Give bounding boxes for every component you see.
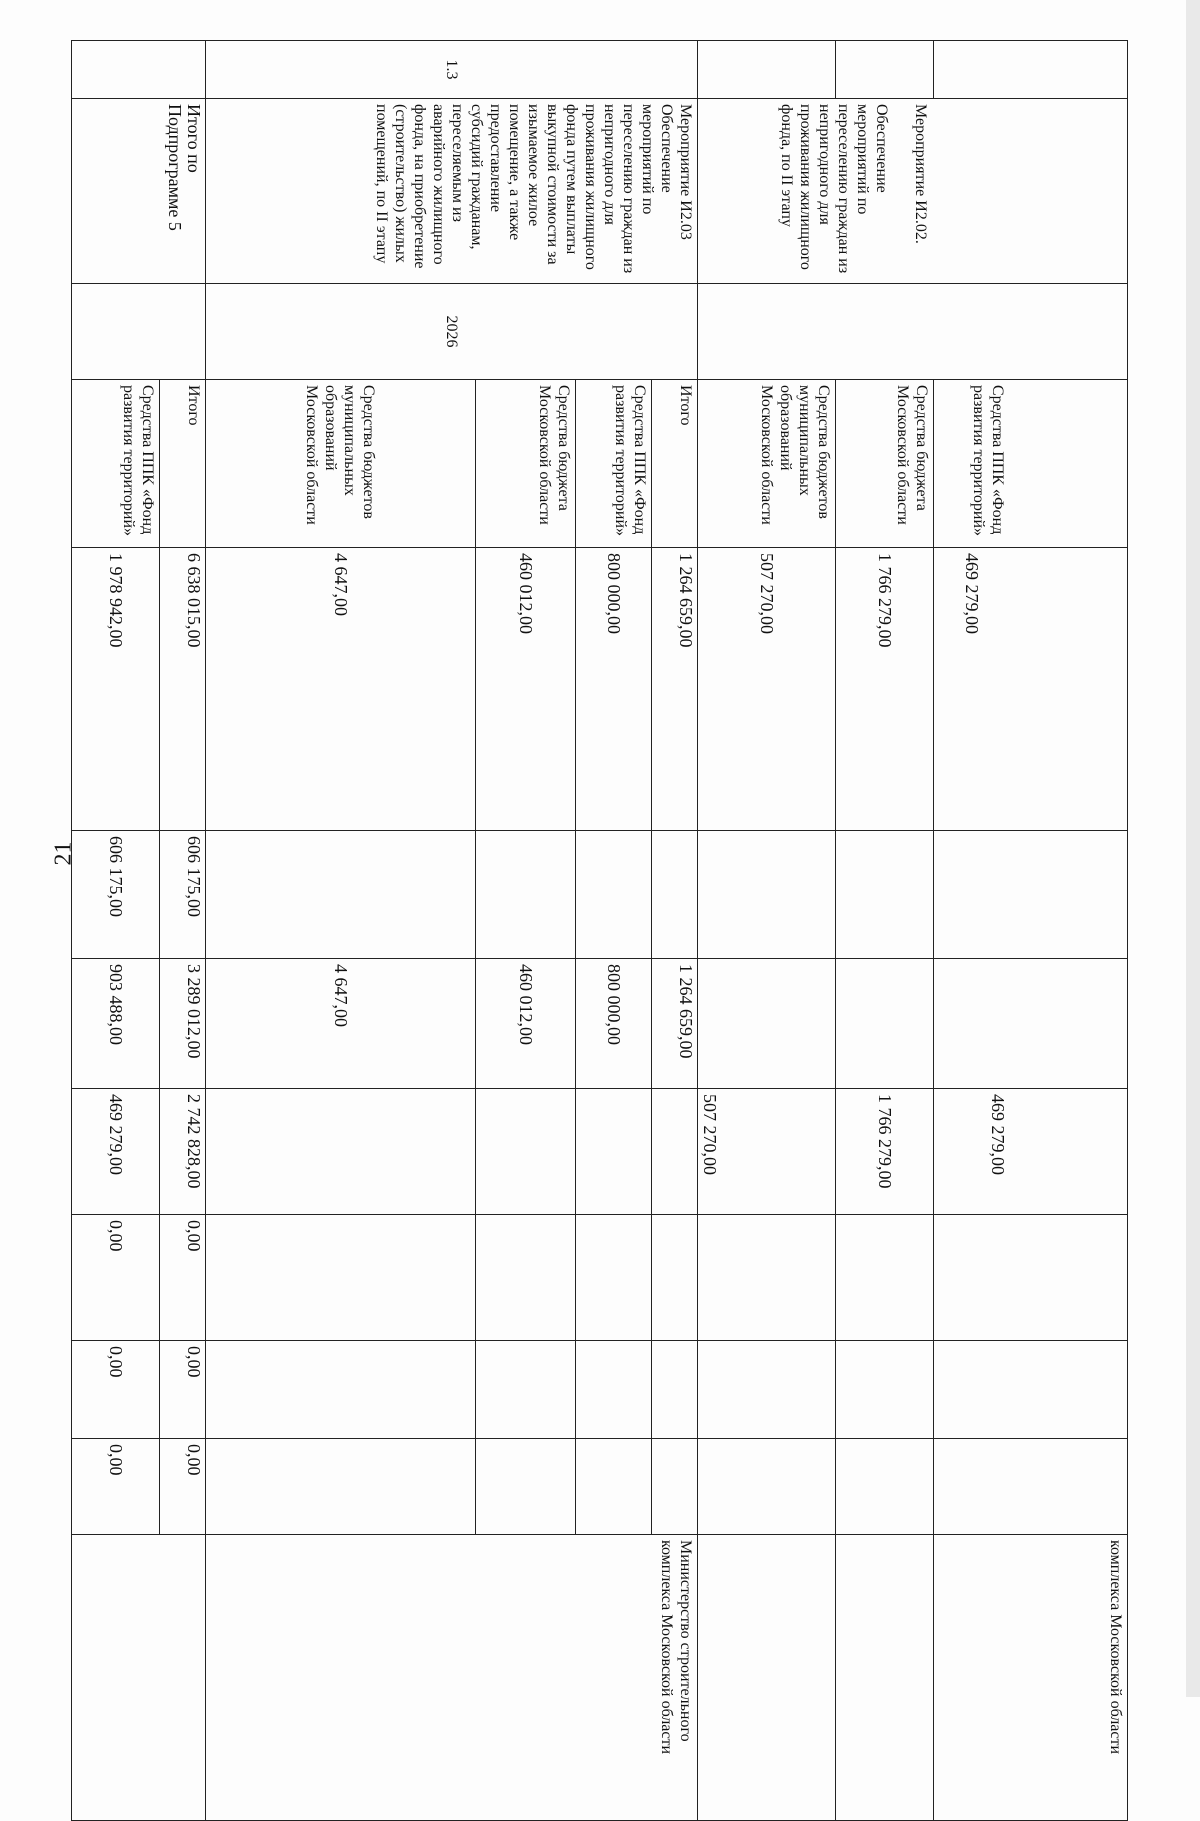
cell-empty xyxy=(836,41,934,99)
value-col6: 0,00 xyxy=(160,1341,206,1439)
value-col2: 606 175,00 xyxy=(160,831,206,959)
cell-empty xyxy=(836,1535,934,1821)
value-year: 1 766 279,00 xyxy=(836,1089,934,1215)
cell-empty xyxy=(72,284,206,380)
cell-empty xyxy=(206,1439,476,1535)
cell-empty xyxy=(652,1215,698,1341)
cell-empty xyxy=(1010,959,1128,1089)
cell-empty xyxy=(1010,1089,1128,1215)
cell-empty xyxy=(836,1341,934,1439)
cell-empty xyxy=(698,959,836,1089)
itogo-label: Итого xyxy=(652,380,698,548)
cell-empty xyxy=(934,831,1010,959)
financing-table xyxy=(71,40,1128,1821)
cell-empty xyxy=(1010,284,1128,380)
page-edge-shadow xyxy=(1186,0,1200,1697)
value-year: 469 279,00 xyxy=(934,1089,1010,1215)
itogo-label: Итого xyxy=(160,380,206,548)
page-number: 21 xyxy=(50,841,77,866)
cell-empty xyxy=(206,1341,476,1439)
value-total: 4 647,00 xyxy=(206,548,476,831)
table-row xyxy=(1010,41,1128,1821)
source-label: Средства бюджета Московской области xyxy=(836,380,934,548)
value-col5: 0,00 xyxy=(72,1215,160,1341)
value-year: 800 000,00 xyxy=(576,959,652,1089)
cell-empty xyxy=(476,1439,576,1535)
cell-empty xyxy=(934,1341,1010,1439)
value-total: 507 270,00 xyxy=(698,548,836,831)
item-number: 1.3 xyxy=(206,41,698,99)
value-year: 4 647,00 xyxy=(206,959,476,1089)
cell-empty xyxy=(1010,831,1128,959)
cell-empty xyxy=(698,284,1010,380)
subprogram-total-title: Итого по Подпрограмме 5 xyxy=(72,99,206,284)
cell-empty xyxy=(1010,1215,1128,1341)
value-col2: 606 175,00 xyxy=(72,831,160,959)
value-col7: 0,00 xyxy=(72,1439,160,1535)
cell-empty xyxy=(476,1215,576,1341)
cell-empty xyxy=(476,1341,576,1439)
cell-empty xyxy=(698,41,836,99)
value-col3: 3 289 012,00 xyxy=(160,959,206,1089)
cell-empty xyxy=(698,1535,836,1821)
source-label: Средства бюджетов муниципальных образований Московской области xyxy=(698,380,836,548)
table-row xyxy=(160,41,206,1821)
measure-i203-description: Мероприятие И2.03 Обеспечение мероприятий по переселению граждан из непригодного для проживания жилищного фонда путем выплаты выкупной стоимости за изымаемое жилое помещение, а также предоставление субсидий гражданам, переселяемым из аварийного жилищного фонда, на приобретение (строительство) жилых помещений, по II этапу xyxy=(206,99,698,284)
year-cell: 2026 xyxy=(206,284,698,380)
cell-empty xyxy=(934,41,1010,99)
cell-empty xyxy=(836,1215,934,1341)
cell-empty xyxy=(206,831,476,959)
cell-empty xyxy=(698,1341,836,1439)
value-total: 800 000,00 xyxy=(576,548,652,831)
cell-empty xyxy=(1010,548,1128,831)
value-total: 469 279,00 xyxy=(934,548,1010,831)
cell-empty xyxy=(698,1439,836,1535)
cell-empty xyxy=(576,1089,652,1215)
cell-empty xyxy=(836,1439,934,1535)
cell-empty xyxy=(698,1215,836,1341)
value-year: 507 270,00 xyxy=(698,1089,836,1215)
responsible-prev: комплекса Московской области xyxy=(1010,1535,1128,1821)
cell-empty xyxy=(476,1089,576,1215)
cell-empty xyxy=(698,831,836,959)
cell-empty xyxy=(934,1535,1010,1821)
responsible-item13: Министерство строительного комплекса Московской области xyxy=(206,1535,698,1821)
value-total: 1 264 659,00 xyxy=(652,548,698,831)
cell-empty xyxy=(1010,380,1128,548)
source-label: Средства бюджета Московской области xyxy=(476,380,576,548)
value-col7: 0,00 xyxy=(160,1439,206,1535)
cell-empty xyxy=(72,41,206,99)
value-col5: 0,00 xyxy=(160,1215,206,1341)
value-year: 460 012,00 xyxy=(476,959,576,1089)
cell-empty xyxy=(652,1439,698,1535)
value-col4: 2 742 828,00 xyxy=(160,1089,206,1215)
cell-empty xyxy=(576,1215,652,1341)
cell-empty xyxy=(576,831,652,959)
source-label: Средства бюджетов муниципальных образований Московской области xyxy=(206,380,476,548)
cell-empty xyxy=(72,1535,206,1821)
cell-empty xyxy=(576,1341,652,1439)
table-row xyxy=(652,41,698,1821)
measure-i202-title: Мероприятие И2.02. xyxy=(912,104,930,244)
value-total: 460 012,00 xyxy=(476,548,576,831)
cell-empty xyxy=(836,959,934,1089)
cell-empty xyxy=(934,1215,1010,1341)
cell-empty xyxy=(652,1341,698,1439)
measure-i202-description: Обеспечение мероприятий по переселению граждан из непригодного для проживания жилищного фонда, по II этапу xyxy=(778,104,891,274)
source-label: Средства ППК «Фонд развития территорий» xyxy=(72,380,160,548)
cell-empty xyxy=(206,1215,476,1341)
cell-empty xyxy=(1010,99,1128,284)
cell-empty xyxy=(1010,41,1128,99)
cell-empty xyxy=(934,1439,1010,1535)
cell-empty xyxy=(836,831,934,959)
cell-empty xyxy=(652,831,698,959)
cell-empty xyxy=(476,831,576,959)
cell-empty xyxy=(206,1089,476,1215)
value-total: 1 766 279,00 xyxy=(836,548,934,831)
cell-empty xyxy=(934,959,1010,1089)
value-col6: 0,00 xyxy=(72,1341,160,1439)
cell-empty xyxy=(652,1089,698,1215)
value-col4: 469 279,00 xyxy=(72,1089,160,1215)
measure-i202-cell xyxy=(698,99,1010,284)
table-row xyxy=(934,41,1010,1821)
value-year: 1 264 659,00 xyxy=(652,959,698,1089)
source-label: Средства ППК «Фонд развития территорий» xyxy=(934,380,1010,548)
value-col3: 903 488,00 xyxy=(72,959,160,1089)
cell-empty xyxy=(1010,1439,1128,1535)
cell-empty xyxy=(1010,1341,1128,1439)
value-total: 1 978 942,00 xyxy=(72,548,160,831)
cell-empty xyxy=(576,1439,652,1535)
source-label: Средства ППК «Фонд развития территорий» xyxy=(576,380,652,548)
value-total: 6 638 015,00 xyxy=(160,548,206,831)
rotated-table-container xyxy=(106,40,1128,1755)
